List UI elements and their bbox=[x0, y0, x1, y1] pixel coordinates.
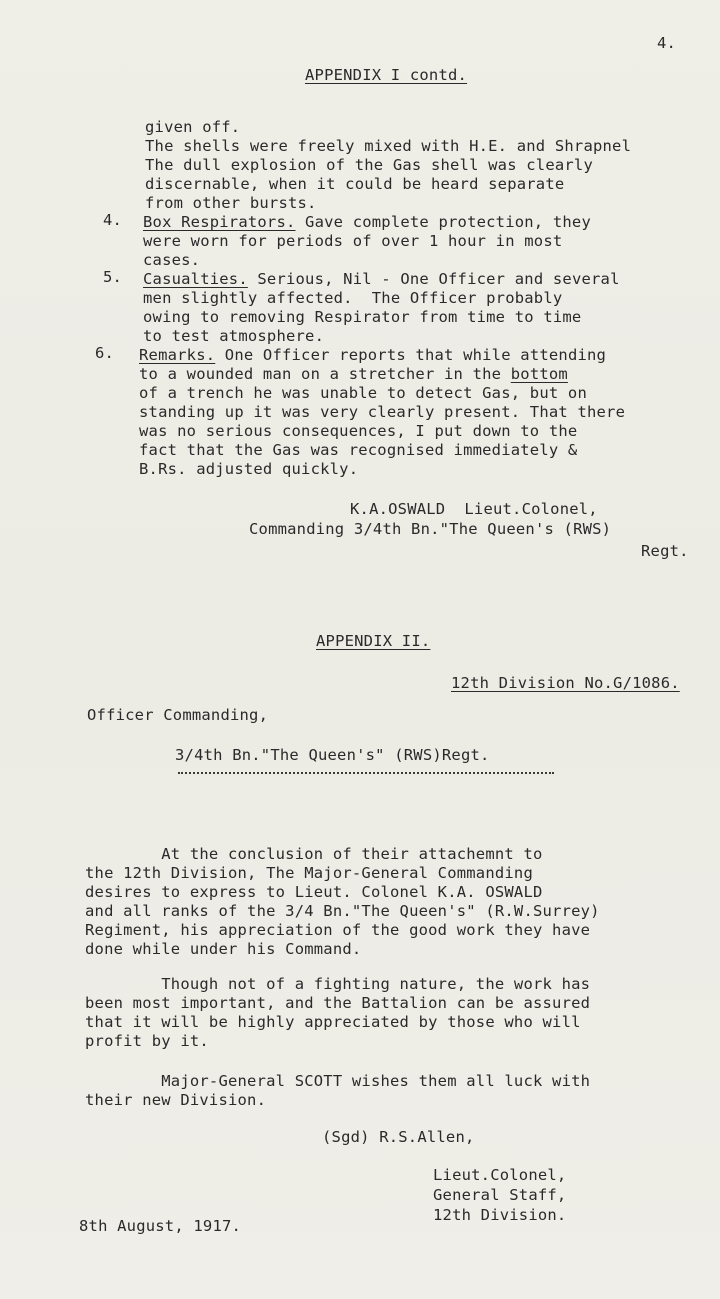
item-title: Casualties. bbox=[143, 270, 248, 288]
item-4-line-1 bbox=[143, 213, 591, 232]
text-line: Major-General SCOTT wishes them all luck with bbox=[85, 1072, 591, 1090]
text-line: was no serious consequences, I put down to the bbox=[139, 422, 578, 440]
item-title: Remarks. bbox=[139, 346, 216, 364]
text-line: the 12th Division, The Major-General Commanding bbox=[85, 864, 533, 882]
item-text: Serious, Nil - One Officer and several bbox=[247, 270, 620, 288]
text-line: Regiment, his appreciation of the good work they have bbox=[85, 921, 591, 939]
item-text: Gave complete protection, they bbox=[295, 213, 592, 231]
text-line: been most important, and the Battalion can be assured bbox=[85, 994, 591, 1012]
item-number: 5. bbox=[103, 268, 123, 286]
text-line: that it will be highly appreciated by those who will bbox=[85, 1013, 581, 1031]
text-line: standing up it was very clearly present. That there bbox=[139, 403, 626, 421]
text-line: discernable, when it could be heard separate bbox=[145, 175, 565, 193]
signature-name: K.A.OSWALD Lieut.Colonel, bbox=[350, 500, 598, 518]
item-6-line-1 bbox=[139, 346, 606, 365]
text-line: from other bursts. bbox=[145, 194, 317, 212]
signature-line: Regt. bbox=[641, 542, 689, 560]
text-line: their new Division. bbox=[85, 1091, 267, 1109]
item-5-line-1 bbox=[143, 270, 620, 289]
item-text: to a wounded man on a stretcher in the bbox=[139, 365, 511, 383]
date: 8th August, 1917. bbox=[79, 1217, 242, 1235]
appendix-2-heading: APPENDIX II. bbox=[316, 632, 431, 650]
text-line: desires to express to Lieut. Colonel K.A. OSWALD bbox=[85, 883, 543, 901]
text-line: B.Rs. adjusted quickly. bbox=[139, 460, 359, 478]
text-line: given off. bbox=[145, 118, 241, 136]
dotted-rule bbox=[178, 772, 554, 774]
signatory-line: General Staff, bbox=[433, 1186, 567, 1204]
text-line: and all ranks of the 3/4 Bn."The Queen's" (R.W.Surrey) bbox=[85, 902, 600, 920]
appendix-1-heading: APPENDIX I contd. bbox=[305, 66, 468, 84]
text-line: done while under his Command. bbox=[85, 940, 362, 958]
text-line: owing to removing Respirator from time to time bbox=[143, 308, 582, 326]
underlined-word: bottom bbox=[510, 365, 568, 383]
text-line: to test atmosphere. bbox=[143, 327, 325, 345]
text-line: of a trench he was unable to detect Gas, but on bbox=[139, 384, 587, 402]
item-text: One Officer reports that while attending bbox=[215, 346, 607, 364]
text-line: were worn for periods of over 1 hour in most bbox=[143, 232, 563, 250]
item-number: 4. bbox=[103, 211, 123, 229]
signatory-line: 12th Division. bbox=[433, 1206, 567, 1224]
item-number: 6. bbox=[95, 344, 115, 362]
text-line: The dull explosion of the Gas shell was clearly bbox=[145, 156, 593, 174]
unit-name: 3/4th Bn."The Queen's" (RWS)Regt. bbox=[175, 746, 490, 764]
text-line: cases. bbox=[143, 251, 201, 269]
text-line: fact that the Gas was recognised immediately & bbox=[139, 441, 578, 459]
text-line: profit by it. bbox=[85, 1032, 209, 1050]
signatory-line: Lieut.Colonel, bbox=[433, 1166, 567, 1184]
signed-line: (Sgd) R.S.Allen, bbox=[322, 1128, 475, 1146]
text-line: Though not of a fighting nature, the work has bbox=[85, 975, 591, 993]
text-line: men slightly affected. The Officer probably bbox=[143, 289, 563, 307]
text-line: At the conclusion of their attachemnt to bbox=[85, 845, 543, 863]
item-title: Box Respirators. bbox=[143, 213, 296, 231]
addressee: Officer Commanding, bbox=[87, 706, 269, 724]
signature-line: Commanding 3/4th Bn."The Queen's (RWS) bbox=[249, 520, 612, 538]
item-6-line-2 bbox=[139, 365, 568, 384]
text-line: The shells were freely mixed with H.E. and Shrapnel bbox=[145, 137, 632, 155]
page-number: 4. bbox=[657, 34, 677, 52]
reference-number: 12th Division No.G/1086. bbox=[451, 674, 680, 692]
